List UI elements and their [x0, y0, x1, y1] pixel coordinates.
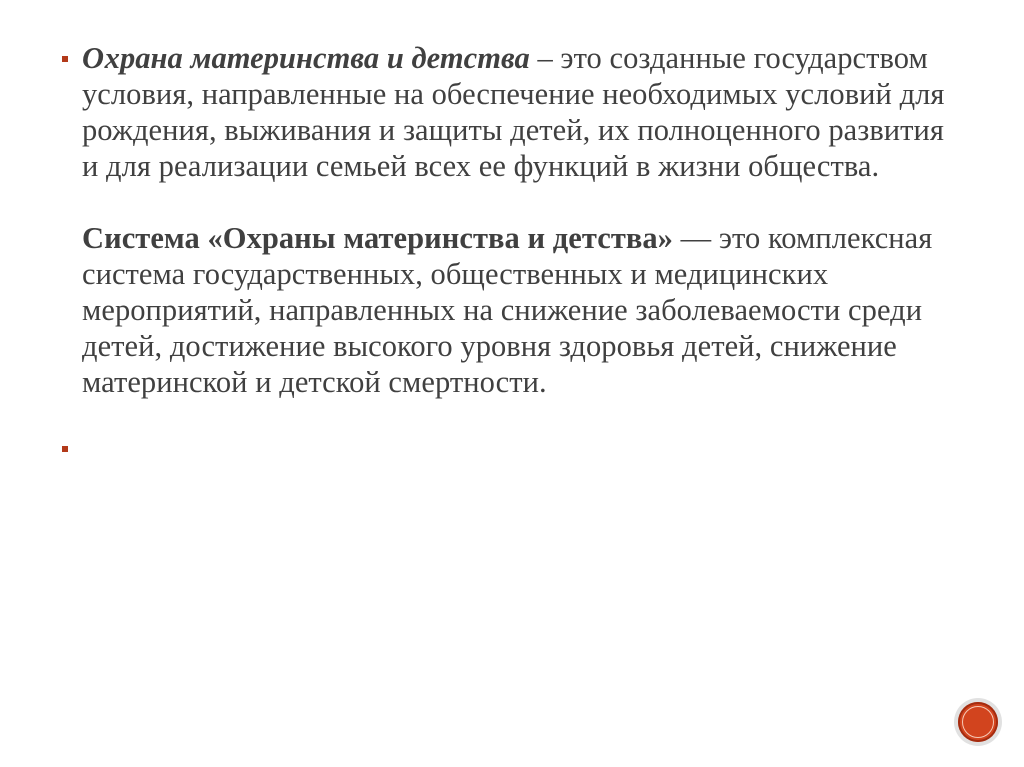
system-paragraph [82, 220, 960, 400]
system-term: Система «Охраны материнства и детства» [82, 221, 673, 255]
square-bullet-icon [62, 446, 68, 452]
bullet-item-empty [60, 436, 960, 476]
slide-nav-circle-icon[interactable] [954, 698, 1002, 746]
definition-paragraph [82, 40, 960, 184]
square-bullet-icon [62, 56, 68, 62]
bullet-list [60, 40, 960, 476]
nav-circle-ring [962, 706, 994, 738]
definition-term: Охрана материнства и детства [82, 41, 530, 75]
bullet-item-definition [60, 40, 960, 400]
system-text: — это комплексная система государственных, общественных и медицинских мероприятий, направленных на снижение заболеваемости среди детей, достижение высокого уровня здоровья детей, снижение материнской и детской смертности. [82, 221, 933, 399]
definition-text: – это созданные государством условия, направленные на обеспечение необходимых условий для рождения, выживания и защиты детей, их полноценного развития и для реализации семьей всех ее функций в жизни общества. [82, 41, 945, 183]
